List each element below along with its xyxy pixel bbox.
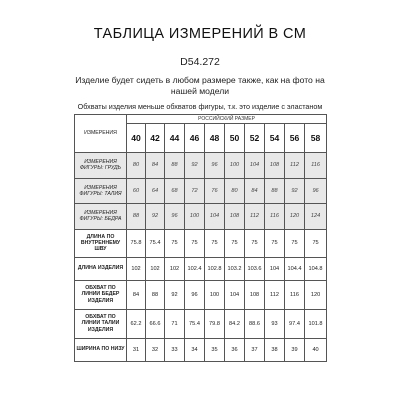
value-cell: 34	[185, 338, 205, 361]
value-cell: 103.6	[245, 257, 265, 280]
value-cell: 102	[127, 257, 146, 280]
value-cell: 38	[265, 338, 285, 361]
value-cell: 75	[165, 229, 185, 257]
value-cell: 75	[205, 229, 225, 257]
size-cell: 40	[127, 124, 146, 153]
value-cell: 108	[225, 204, 245, 230]
value-cell: 108	[265, 153, 285, 179]
garment-hip-girth-row	[75, 280, 327, 309]
value-cell: 92	[165, 280, 185, 309]
value-cell: 40	[305, 338, 327, 361]
value-cell: 88	[127, 204, 146, 230]
value-cell: 104	[265, 257, 285, 280]
value-cell: 101.8	[305, 309, 327, 338]
value-cell: 32	[146, 338, 165, 361]
value-cell: 102.8	[205, 257, 225, 280]
size-cell: 58	[305, 124, 327, 153]
inseam-length-row	[75, 229, 327, 257]
size-cell: 44	[165, 124, 185, 153]
hem-width-row	[75, 338, 327, 361]
size-cell: 52	[245, 124, 265, 153]
size-cell: 56	[285, 124, 305, 153]
body-hips-row	[75, 204, 327, 230]
value-cell: 75.4	[146, 229, 165, 257]
value-cell: 75.8	[127, 229, 146, 257]
value-cell: 88	[265, 178, 285, 204]
value-cell: 75	[245, 229, 265, 257]
garment-waist-girth-row	[75, 309, 327, 338]
value-cell: 124	[305, 204, 327, 230]
value-cell: 39	[285, 338, 305, 361]
value-cell: 75	[285, 229, 305, 257]
value-cell: 80	[225, 178, 245, 204]
value-cell: 66.6	[146, 309, 165, 338]
value-cell: 88	[146, 280, 165, 309]
value-cell: 88.6	[245, 309, 265, 338]
value-cell: 112	[245, 204, 265, 230]
size-table	[74, 114, 327, 362]
value-cell: 75	[185, 229, 205, 257]
body-waist-row	[75, 178, 327, 204]
size-cell: 48	[205, 124, 225, 153]
row-label: ИЗМЕРЕНИЯ ФИГУРЫ: ГРУДЬ	[75, 153, 127, 179]
value-cell: 80	[127, 153, 146, 179]
value-cell: 71	[165, 309, 185, 338]
value-cell: 104.8	[305, 257, 327, 280]
value-cell: 62.2	[127, 309, 146, 338]
body-chest-row	[75, 153, 327, 179]
value-cell: 75	[265, 229, 285, 257]
value-cell: 104	[245, 153, 265, 179]
row-label: ДЛИНА ИЗДЕЛИЯ	[75, 257, 127, 280]
value-cell: 35	[205, 338, 225, 361]
value-cell: 37	[245, 338, 265, 361]
article-code: D54.272	[180, 56, 220, 68]
value-cell: 36	[225, 338, 245, 361]
value-cell: 84.2	[225, 309, 245, 338]
value-cell: 112	[285, 153, 305, 179]
value-cell: 79.8	[205, 309, 225, 338]
size-cell: 54	[265, 124, 285, 153]
value-cell: 120	[305, 280, 327, 309]
value-cell: 100	[225, 153, 245, 179]
value-cell: 104.4	[285, 257, 305, 280]
page-title: ТАБЛИЦА ИЗМЕРЕНИЙ В СМ	[93, 26, 307, 42]
value-cell: 68	[165, 178, 185, 204]
value-cell: 84	[245, 178, 265, 204]
value-cell: 97.4	[285, 309, 305, 338]
size-cell: 42	[146, 124, 165, 153]
row-label: ИЗМЕРЕНИЯ ФИГУРЫ: ТАЛИЯ	[75, 178, 127, 204]
value-cell: 116	[305, 153, 327, 179]
fit-note-line-1: Изделие будет сидеть в любом размере также, как на фото на	[75, 75, 325, 85]
value-cell: 100	[185, 204, 205, 230]
fit-note-line-2: нашей модели	[170, 86, 230, 96]
value-cell: 75.4	[185, 309, 205, 338]
value-cell: 92	[185, 153, 205, 179]
value-cell: 100	[205, 280, 225, 309]
row-label: ОБХВАТ ПО ЛИНИИ ТАЛИИ ИЗДЕЛИЯ	[75, 309, 127, 338]
value-cell: 102.4	[185, 257, 205, 280]
value-cell: 93	[265, 309, 285, 338]
value-cell: 112	[265, 280, 285, 309]
value-cell: 102	[165, 257, 185, 280]
value-cell: 75	[305, 229, 327, 257]
value-cell: 92	[146, 204, 165, 230]
girth-note: Обхваты изделия меньше обхватов фигуры, т.к. это изделие с эластаном	[77, 102, 323, 111]
value-cell: 116	[285, 280, 305, 309]
row-label: ДЛИНА ПО ВНУТРЕННЕМУ ШВУ	[75, 229, 127, 257]
value-cell: 96	[165, 204, 185, 230]
value-cell: 108	[245, 280, 265, 309]
value-cell: 84	[127, 280, 146, 309]
value-cell: 64	[146, 178, 165, 204]
corner-label: ИЗМЕРЕНИЯ	[75, 115, 127, 153]
size-cell: 50	[225, 124, 245, 153]
row-label: ОБХВАТ ПО ЛИНИИ БЕДЕР ИЗДЕЛИЯ	[75, 280, 127, 309]
value-cell: 75	[225, 229, 245, 257]
size-cell: 46	[185, 124, 205, 153]
value-cell: 84	[146, 153, 165, 179]
value-cell: 33	[165, 338, 185, 361]
fit-note	[0, 75, 400, 97]
value-cell: 104	[205, 204, 225, 230]
size-group-header-row	[75, 115, 327, 124]
value-cell: 88	[165, 153, 185, 179]
value-cell: 96	[305, 178, 327, 204]
value-cell: 103.2	[225, 257, 245, 280]
value-cell: 116	[265, 204, 285, 230]
value-cell: 72	[185, 178, 205, 204]
value-cell: 120	[285, 204, 305, 230]
row-label: ИЗМЕРЕНИЯ ФИГУРЫ: БЕДРА	[75, 204, 127, 230]
value-cell: 104	[225, 280, 245, 309]
value-cell: 31	[127, 338, 146, 361]
value-cell: 96	[185, 280, 205, 309]
value-cell: 96	[205, 153, 225, 179]
garment-length-row	[75, 257, 327, 280]
value-cell: 92	[285, 178, 305, 204]
row-label: ШИРИНА ПО НИЗУ	[75, 338, 127, 361]
value-cell: 76	[205, 178, 225, 204]
value-cell: 60	[127, 178, 146, 204]
russian-size-header: РОССИЙСКИЙ РАЗМЕР	[127, 115, 327, 124]
value-cell: 102	[146, 257, 165, 280]
